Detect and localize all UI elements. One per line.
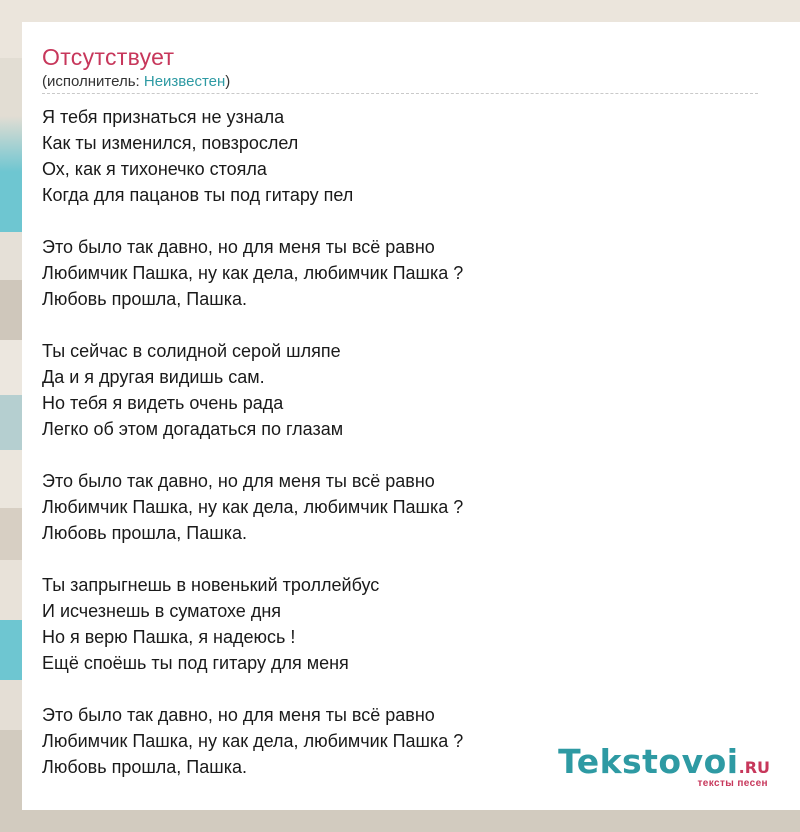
lyric-line: Это было так давно, но для меня ты всё равно: [42, 471, 435, 491]
logo-tagline: тексты песен: [697, 778, 768, 789]
logo-name: Tekstovoi: [558, 742, 739, 781]
lyric-line: Любимчик Пашка, ну как дела, любимчик Пашка ?: [42, 497, 464, 517]
logo-tld: .RU: [738, 758, 770, 777]
lyric-line: Я тебя признаться не узнала: [42, 107, 285, 127]
artist-prefix: (исполнитель:: [42, 73, 144, 90]
lyric-line: Это было так давно, но для меня ты всё равно: [42, 705, 435, 725]
lyric-line: И исчезнешь в суматохе дня: [42, 601, 282, 621]
lyric-line: Да и я другая видишь сам.: [42, 367, 265, 387]
stanza-break: [42, 208, 463, 234]
artist-line: [42, 73, 230, 90]
lyric-line: Ох, как я тихонечко стояла: [42, 159, 267, 179]
lyric-line: Любимчик Пашка, ну как дела, любимчик Пашка ?: [42, 731, 464, 751]
lyric-line: Когда для пацанов ты под гитару пел: [42, 185, 354, 205]
lyric-line: Любовь прошла, Пашка.: [42, 757, 247, 777]
stanza-break: [42, 546, 463, 572]
lyric-line: Любимчик Пашка, ну как дела, любимчик Пашка ?: [42, 263, 464, 283]
lyric-line: Ты сейчас в солидной серой шляпе: [42, 341, 341, 361]
stanza-break: [42, 676, 463, 702]
lyric-line: Но тебя я видеть очень рада: [42, 393, 284, 413]
lyric-line: Ты запрыгнешь в новенький троллейбус: [42, 575, 380, 595]
lyric-line: Любовь прошла, Пашка.: [42, 523, 247, 543]
artist-link[interactable]: Неизвестен: [143, 73, 226, 90]
lyric-line: Легко об этом догадаться по глазам: [42, 419, 344, 439]
stanza-break: [42, 312, 463, 338]
lyrics-text: [42, 104, 463, 780]
lyrics-card: [22, 22, 800, 810]
site-logo[interactable]: [558, 742, 770, 789]
stanza-break: [42, 442, 463, 468]
artist-suffix: ): [225, 73, 231, 90]
lyric-line: Это было так давно, но для меня ты всё равно: [42, 237, 435, 257]
divider: [42, 93, 758, 94]
lyric-line: Как ты изменился, повзрослел: [42, 133, 299, 153]
lyric-line: Любовь прошла, Пашка.: [42, 289, 247, 309]
song-title: Отсутствует: [42, 44, 175, 70]
lyric-line: Ещё споёшь ты под гитару для меня: [42, 653, 349, 673]
lyric-line: Но я верю Пашка, я надеюсь !: [42, 627, 296, 647]
